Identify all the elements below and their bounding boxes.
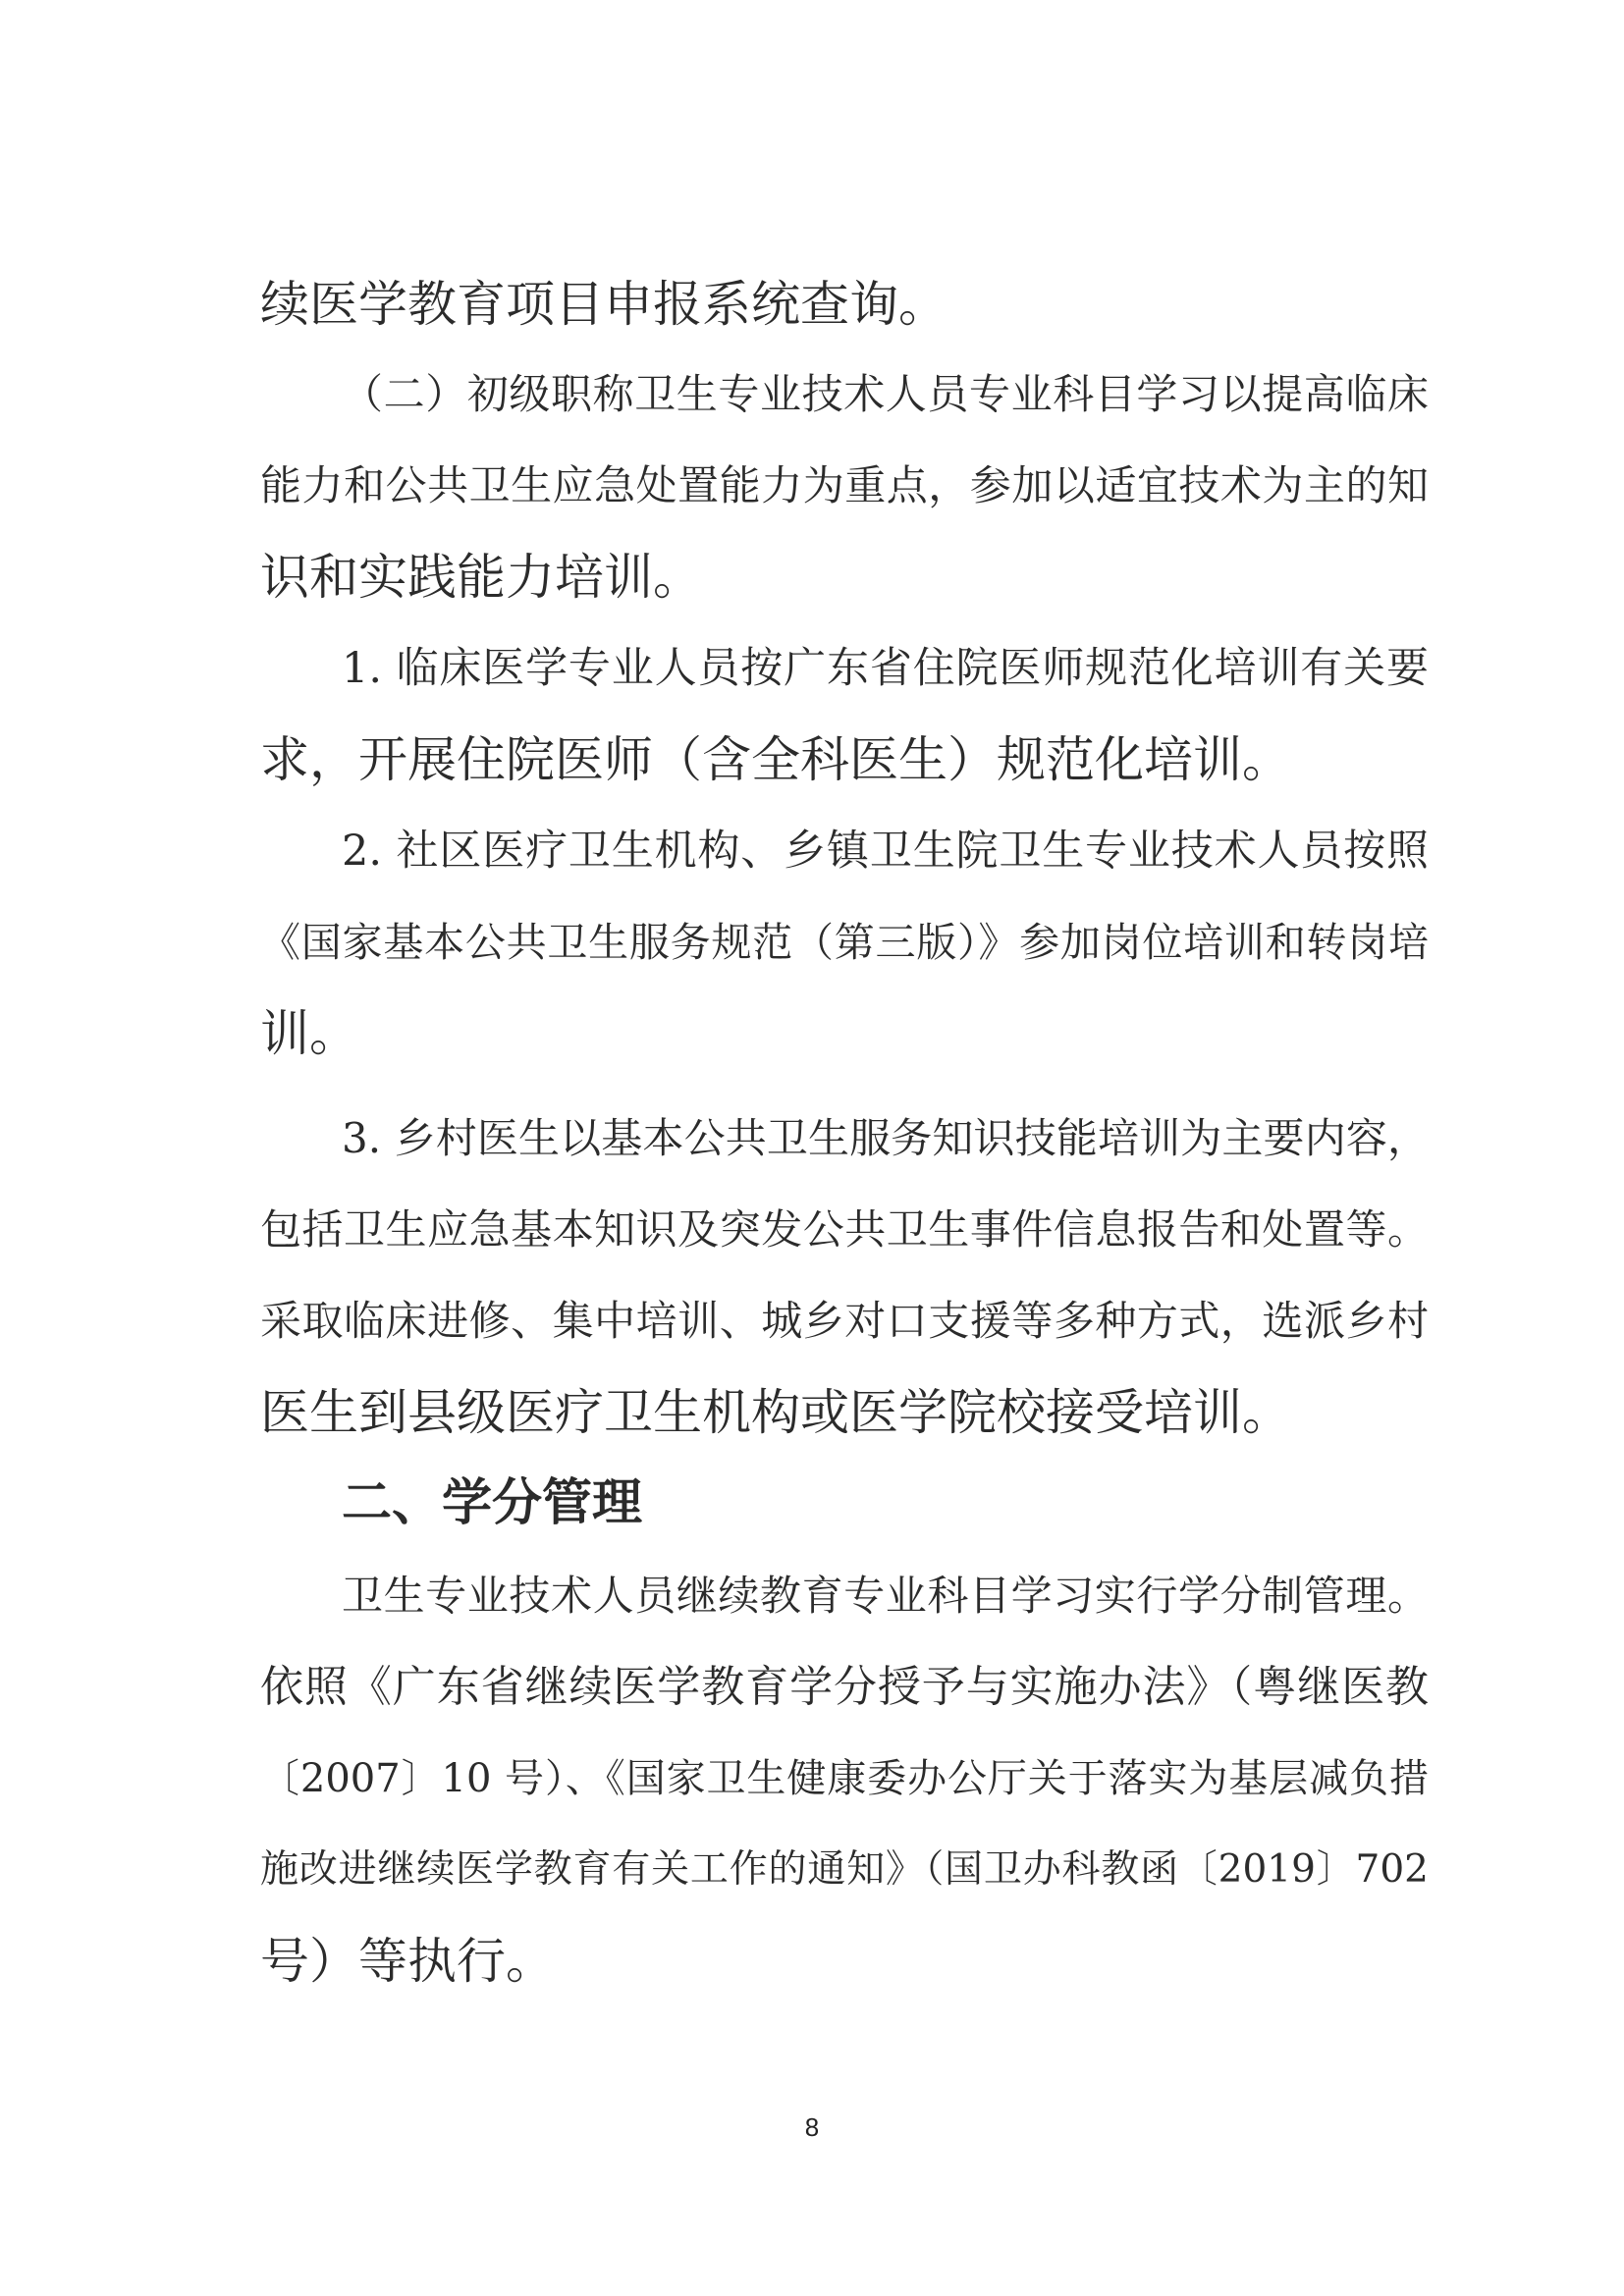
section-heading: 二、学分管理 xyxy=(342,1474,643,1532)
text-line: 采取临床进修、集中培训、城乡对口支援等多种方式，选派乡村 xyxy=(260,1297,1429,1345)
text-line: 求，开展住院医师（含全科医生）规范化培训。 xyxy=(260,731,1291,788)
text-line: 能力和公共卫生应急处置能力为重点，参加以适宜技术为主的知 xyxy=(260,461,1429,509)
text-line: 医生到县级医疗卫生机构或医学院校接受培训。 xyxy=(260,1384,1291,1441)
text-line: 1. 临床医学专业人员按广东省住院医师规范化培训有关要 xyxy=(342,644,1429,693)
text-line: 3. 乡村医生以基本公共卫生服务知识技能培训为主要内容， xyxy=(342,1114,1429,1162)
text-line: 卫生专业技术人员继续教育专业科目学习实行学分制管理。 xyxy=(342,1572,1429,1620)
page-number: 8 xyxy=(804,2112,820,2142)
text-line: （二）初级职称卫生专业技术人员专业科目学习以提高临床 xyxy=(342,370,1429,418)
text-line: 依照《广东省继续医学教育学分授予与实施办法》（粤继医教 xyxy=(260,1662,1429,1712)
text-line: 2. 社区医疗卫生机构、乡镇卫生院卫生专业技术人员按照 xyxy=(342,827,1429,876)
text-line: 〔2007〕10 号）、《国家卫生健康委办公厅关于落实为基层减负措 xyxy=(260,1756,1429,1801)
text-line: 《国家基本公共卫生服务规范（第三版）》参加岗位培训和转岗培 xyxy=(260,919,1429,966)
text-line: 包括卫生应急基本知识及突发公共卫生事件信息报告和处置等。 xyxy=(260,1205,1429,1254)
text-line: 号）等执行。 xyxy=(260,1933,555,1990)
text-line: 识和实践能力培训。 xyxy=(260,549,702,606)
text-line: 续医学教育项目申报系统查询。 xyxy=(260,276,947,333)
text-line: 训。 xyxy=(260,1005,358,1062)
text-line: 施改进继续医学教育有关工作的通知》（国卫办科教函〔2019〕702 xyxy=(260,1847,1429,1892)
